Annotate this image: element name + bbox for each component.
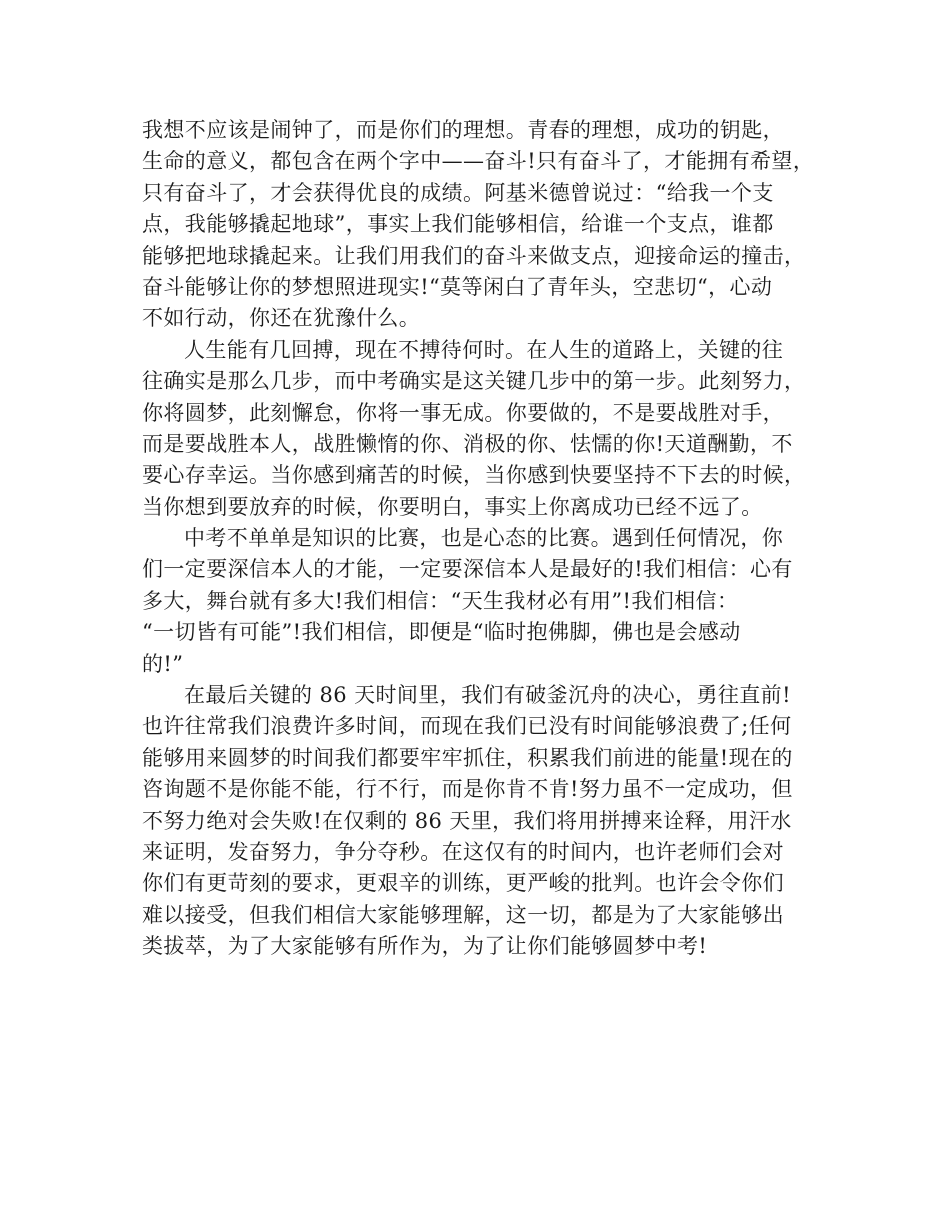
- text-line: 类拔萃，为了大家能够有所作为，为了让你们能够圆梦中考!: [142, 934, 708, 959]
- paragraph-4: [142, 680, 822, 963]
- text-line: 而是要战胜本人，战胜懒惰的你、消极的你、怯懦的你!天道酬勤，不: [142, 431, 793, 456]
- paragraph-2: [142, 335, 822, 523]
- document-body: [142, 115, 822, 963]
- text-line: 们一定要深信本人的才能，一定要深信本人是最好的!我们相信：心有: [142, 557, 793, 582]
- text-line: “一切皆有可能”!我们相信，即便是“临时抱佛脚，佛也是会感动: [142, 620, 741, 645]
- text-line: 要心存幸运。当你感到痛苦的时候，当你感到快要坚持不下去的时候，: [142, 463, 806, 488]
- text-line: 能够把地球撬起来。让我们用我们的奋斗来做支点，迎接命运的撞击，: [142, 243, 806, 268]
- text-line: 往确实是那么几步，而中考确实是这关键几步中的第一步。此刻努力，: [142, 369, 806, 394]
- text-line: 中考不单单是知识的比赛，也是心态的比赛。遇到任何情况，你: [184, 526, 784, 551]
- text-line: 人生能有几回搏，现在不搏待何时。在人生的道路上，关键的往: [184, 337, 784, 362]
- text-line: 来证明，发奋努力，争分夺秒。在这仅有的时间内，也许老师们会对: [142, 839, 784, 864]
- text-line: 能够用来圆梦的时间我们都要牢牢抓住，积累我们前进的能量!现在的: [142, 745, 793, 770]
- text-line: 生命的意义，都包含在两个字中——奋斗!只有奋斗了，才能拥有希望，: [142, 149, 815, 174]
- text-line: 不如行动，你还在犹豫什么。: [142, 306, 421, 331]
- text-line: 咨询题不是你能不能，行不行，而是你肯不肯!努力虽不一定成功，但: [142, 777, 793, 802]
- text-line: 当你想到要放弃的时候，你要明白，事实上你离成功已经不远了。: [142, 494, 763, 519]
- text-line: 你们有更苛刻的要求，更艰辛的训练，更严峻的批判。也许会令你们: [142, 871, 784, 896]
- paragraph-1: [142, 115, 822, 335]
- text-line: 点，我能够撬起地球”，事实上我们能够相信，给谁一个支点，谁都: [142, 212, 774, 237]
- text-line: 我想不应该是闹钟了，而是你们的理想。青春的理想，成功的钥匙，: [142, 118, 784, 142]
- text-line: 难以接受，但我们相信大家能够理解，这一切，都是为了大家能够出: [142, 902, 784, 927]
- text-line: 多大，舞台就有多大!我们相信：“天生我材必有用”!我们相信：: [142, 588, 739, 613]
- text-line: 不努力绝对会失败!在仅剩的 86 天里，我们将用拼搏来诠释，用汗水: [142, 808, 792, 833]
- paragraph-3: [142, 523, 822, 680]
- text-line: 奋斗能够让你的梦想照进现实!“莫等闲白了青年头，空悲切“，心动: [142, 274, 773, 299]
- text-line: 在最后关键的 86 天时间里，我们有破釜沉舟的决心，勇往直前!: [184, 683, 791, 708]
- text-line: 只有奋斗了，才会获得优良的成绩。阿基米德曾说过：“给我一个支: [142, 180, 774, 205]
- text-line: 你将圆梦，此刻懈怠，你将一事无成。你要做的，不是要战胜对手，: [142, 400, 784, 425]
- text-line: 的!”: [142, 651, 184, 676]
- text-line: 也许往常我们浪费许多时间，而现在我们已没有时间能够浪费了;任何: [142, 714, 792, 739]
